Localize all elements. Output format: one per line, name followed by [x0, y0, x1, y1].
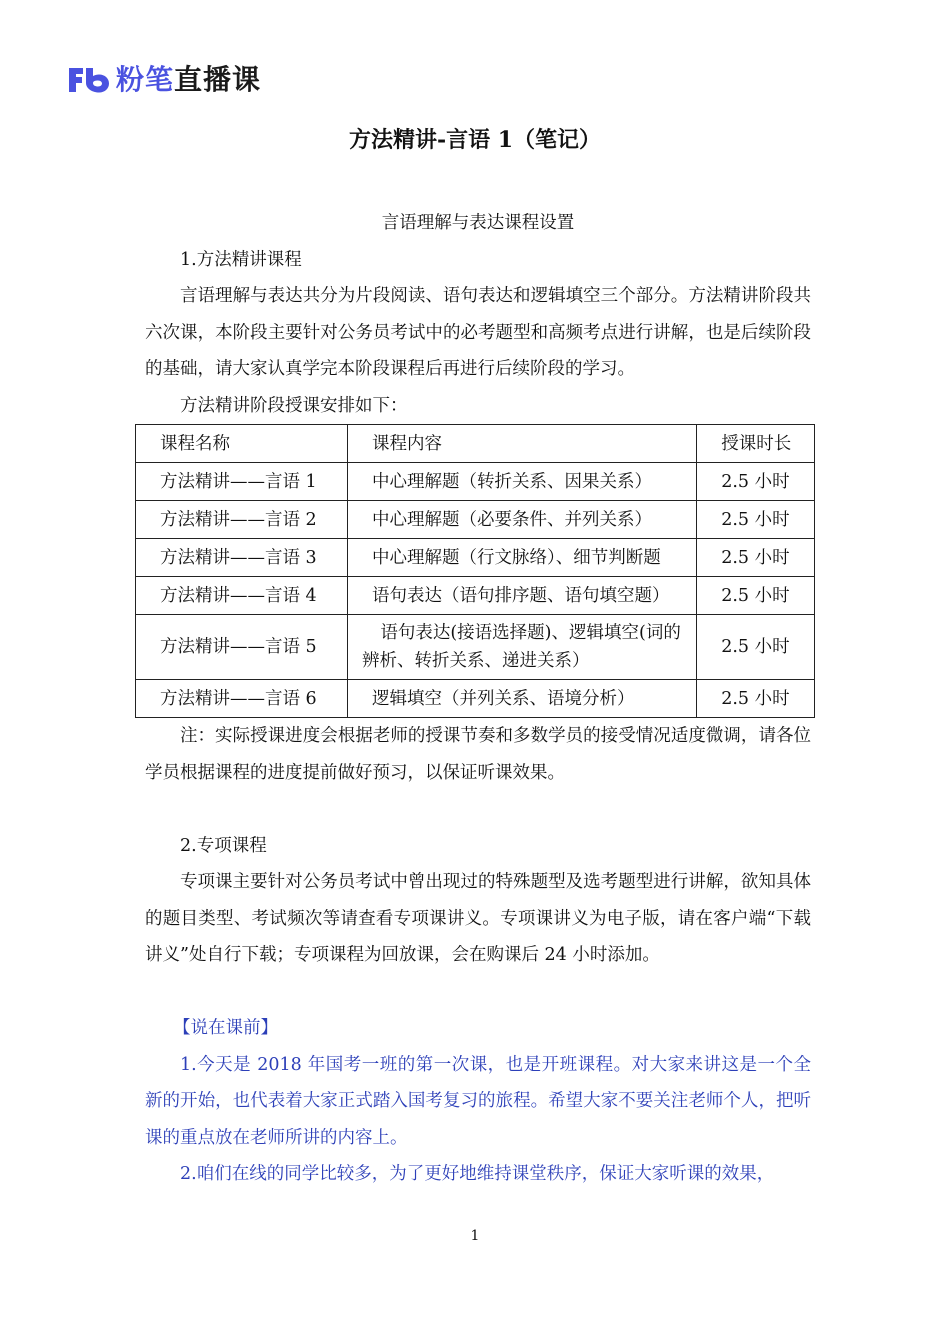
schedule-note: 注：实际授课进度会根据老师的授课节奏和多数学员的接受情况适度微调，请各位学员根据课程的进度提前做好预习，以保证听课效果。	[145, 726, 811, 783]
table-cell: 中心理解题（行文脉络）、细节判断题	[347, 539, 696, 577]
table-cell: 方法精讲——言语 3	[136, 539, 348, 577]
table-cell: 2.5 小时	[697, 577, 815, 615]
preface-heading: 【说在课前】	[173, 1018, 278, 1038]
document-body	[145, 205, 811, 1193]
section-heading: 言语理解与表达课程设置	[381, 213, 575, 233]
page-number: 1	[470, 1228, 480, 1244]
spacer	[145, 974, 811, 1011]
table-cell: 2.5 小时	[697, 501, 815, 539]
table-header-cell: 课程内容	[347, 425, 696, 463]
table-row	[136, 577, 815, 615]
table-cell: 方法精讲——言语 2	[136, 501, 348, 539]
table-cell: 2.5 小时	[697, 539, 815, 577]
table-cell: 方法精讲——言语 5	[136, 615, 348, 680]
table-cell: 方法精讲——言语 4	[136, 577, 348, 615]
table-cell: 语句表达（语句排序题、语句填空题）	[347, 577, 696, 615]
schedule-intro: 方法精讲阶段授课安排如下：	[180, 395, 408, 416]
table-row	[136, 680, 815, 718]
part1-heading: 1.方法精讲课程	[180, 249, 302, 270]
table-header-cell: 课程名称	[136, 425, 348, 463]
preface-item: 1.今天是 2018 年国考一班的第一次课，也是开班课程。对大家来讲这是一个全新的开始，也代表着大家正式踏入国考复习的旅程。希望大家不要关注老师个人，把听课的重点放在老师所讲的内容上。	[145, 1054, 811, 1148]
table-row	[136, 539, 815, 577]
schedule-table	[135, 424, 815, 718]
table-header-cell: 授课时长	[697, 425, 815, 463]
logo-text	[116, 58, 261, 102]
table-cell: 2.5 小时	[697, 463, 815, 501]
table-row	[136, 615, 815, 680]
table-row	[136, 463, 815, 501]
table-cell: 语句表达(接语选择题)、逻辑填空(词的辨析、转折关系、递进关系）	[347, 615, 696, 680]
table-cell: 方法精讲——言语 1	[136, 463, 348, 501]
logo-product-text: 直播课	[174, 63, 262, 96]
fb-logo-icon	[66, 62, 112, 98]
part1-intro: 言语理解与表达共分为片段阅读、语句表达和逻辑填空三个部分。方法精讲阶段共六次课，本阶段主要针对公务员考试中的必考题型和高频考点进行讲解，也是后续阶段的基础，请大家认真学完本阶段课程后再进行后续阶段的学习。	[145, 286, 811, 379]
brand-logo	[66, 58, 261, 102]
table-cell: 2.5 小时	[697, 615, 815, 680]
logo-brand-text: 粉笔	[116, 63, 175, 96]
preface-item: 2.咱们在线的同学比较多，为了更好地维持课堂秩序，保证大家听课的效果，	[180, 1164, 775, 1184]
document-title: 方法精讲-言语 1（笔记）	[348, 127, 602, 153]
table-row	[136, 501, 815, 539]
part2-body: 专项课主要针对公务员考试中曾出现过的特殊题型及选考题型进行讲解，欲知具体的题目类型、考试频次等请查看专项课讲义。专项课讲义为电子版，请在客户端“下载讲义”处自行下载；专项课程为回放课，会在购课后 24 小时添加。	[145, 872, 811, 965]
table-cell: 逻辑填空（并列关系、语境分析）	[347, 680, 696, 718]
table-cell: 中心理解题（必要条件、并列关系）	[347, 501, 696, 539]
table-cell: 2.5 小时	[697, 680, 815, 718]
spacer	[145, 791, 811, 828]
part2-heading: 2.专项课程	[180, 835, 267, 856]
table-header-row	[136, 425, 815, 463]
table-cell: 中心理解题（转折关系、因果关系）	[347, 463, 696, 501]
table-cell: 方法精讲——言语 6	[136, 680, 348, 718]
